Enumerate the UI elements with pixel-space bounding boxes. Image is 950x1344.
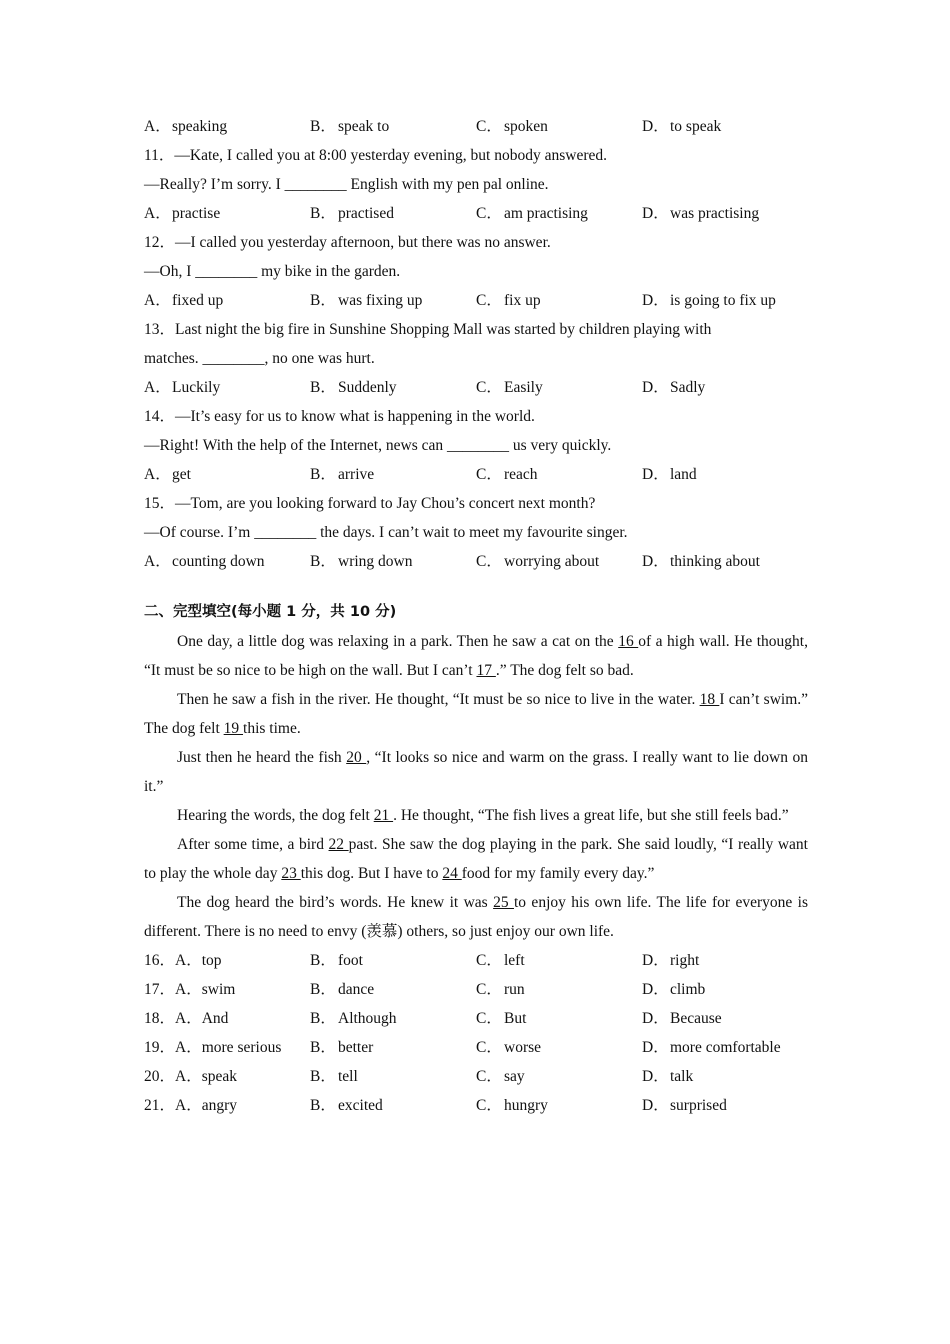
- blank-18: 18: [699, 691, 720, 708]
- passage-paragraph-6: The dog heard the bird’s words. He knew it was 25 to enjoy his own life. The life for everyone is different. There is no need to envy (羡慕) others, so just enjoy our own life.: [144, 894, 809, 940]
- q11-reply: —Really? I’m sorry. I ________ English with my pen pal online.: [144, 176, 549, 193]
- q15-reply: —Of course. I’m ________ the days. I can’t wait to meet my favourite singer.: [144, 524, 628, 541]
- q20-options: [144, 1062, 808, 1091]
- option-a: A．Luckily: [144, 379, 221, 396]
- passage-paragraph-2: Then he saw a fish in the river. He thought, “It must be so nice to live in the water. 18 I can’t swim.” The dog felt 19 this time.: [144, 691, 809, 737]
- passage-paragraph-5: After some time, a bird 22 past. She saw the dog playing in the park. She said loudly, “I really want to play the whole day 23 this dog. But I have to 24 food for my family every day.”: [144, 836, 808, 882]
- option-c: C． fix up: [476, 292, 541, 309]
- q12-reply: —Oh, I ________ my bike in the garden.: [144, 263, 401, 280]
- q13-stem: 13．Last night the big fire in Sunshine Shopping Mall was started by children playing with: [144, 321, 712, 338]
- option-d: D．was practising: [642, 205, 760, 222]
- option-a: A．fixed up: [144, 292, 224, 309]
- option-d: D．right: [642, 952, 700, 969]
- option-c: C． worse: [476, 1039, 542, 1056]
- q14-options: [144, 460, 808, 489]
- blank-25: 25: [493, 894, 514, 911]
- option-b: B． tell: [310, 1068, 358, 1085]
- blank-20: 20: [346, 749, 367, 766]
- option-b: B． practised: [310, 205, 394, 222]
- option-b: B． foot: [310, 952, 363, 969]
- option-d: D．climb: [642, 981, 706, 998]
- option-a: A．get: [144, 466, 191, 483]
- option-d: D．talk: [642, 1068, 694, 1085]
- option-c: C． spoken: [476, 118, 548, 135]
- blank-24: 24: [442, 865, 462, 882]
- option-c: C． worrying about: [476, 553, 600, 570]
- q10-options: [144, 112, 808, 141]
- option-b: B． arrive: [310, 466, 375, 483]
- option-c: C． say: [476, 1068, 525, 1085]
- q11-stem: 11．—Kate, I called you at 8:00 yesterday evening, but nobody answered.: [144, 147, 608, 164]
- q11-options: [144, 199, 808, 228]
- option-d: D．is going to fix up: [642, 292, 776, 309]
- option-b: B． Suddenly: [310, 379, 397, 396]
- q15-stem: 15．—Tom, are you looking forward to Jay Chou’s concert next month?: [144, 495, 596, 512]
- option-c: C． hungry: [476, 1097, 548, 1114]
- q12-options: [144, 286, 808, 315]
- option-b: B． speak to: [310, 118, 390, 135]
- option-c: C． left: [476, 952, 525, 969]
- option-b: B． Although: [310, 1010, 397, 1027]
- option-a: 16．A．top: [144, 952, 222, 969]
- q13-options: [144, 373, 808, 402]
- option-b: B． excited: [310, 1097, 383, 1114]
- option-a: A．practise: [144, 205, 221, 222]
- blank-22: 22: [328, 836, 349, 853]
- option-a: 19．A．more serious: [144, 1039, 282, 1056]
- option-b: B． was fixing up: [310, 292, 423, 309]
- option-d: D．Because: [642, 1010, 722, 1027]
- blank-19: 19: [223, 720, 244, 737]
- option-c: C． Easily: [476, 379, 543, 396]
- option-d: D．thinking about: [642, 553, 760, 570]
- q18-options: [144, 1004, 808, 1033]
- option-c: C． But: [476, 1010, 527, 1027]
- option-c: C． run: [476, 981, 525, 998]
- option-a: 21．A．angry: [144, 1097, 238, 1114]
- option-a: 20．A．speak: [144, 1068, 238, 1085]
- blank-16: 16: [618, 633, 639, 650]
- blank-21: 21: [373, 807, 394, 824]
- q13-stem-cont: matches. ________, no one was hurt.: [144, 350, 375, 367]
- option-d: D．more comfortable: [642, 1039, 781, 1056]
- option-d: D．Sadly: [642, 379, 706, 396]
- q15-options: [144, 547, 808, 576]
- option-d: D．land: [642, 466, 697, 483]
- blank-17: 17: [476, 662, 496, 679]
- option-d: D．to speak: [642, 118, 722, 135]
- option-b: B． dance: [310, 981, 375, 998]
- option-c: C． am practising: [476, 205, 588, 222]
- q17-options: [144, 975, 808, 1004]
- q21-options: [144, 1091, 808, 1120]
- q16-options: [144, 946, 808, 975]
- q14-stem: 14．—It’s easy for us to know what is happening in the world.: [144, 408, 535, 425]
- blank-23: 23: [281, 865, 301, 882]
- option-a: 18．A．And: [144, 1010, 229, 1027]
- option-a: A．speaking: [144, 118, 228, 135]
- option-d: D．surprised: [642, 1097, 727, 1114]
- section-heading: 二、完型填空(每小题 1 分，共 10 分): [144, 604, 397, 620]
- option-c: C． reach: [476, 466, 538, 483]
- exam-page: [144, 112, 808, 1120]
- option-b: B． wring down: [310, 553, 413, 570]
- passage-paragraph-3: Just then he heard the fish 20 , “It looks so nice and warm on the grass. I really want to lie down on it.”: [144, 749, 808, 795]
- q19-options: [144, 1033, 808, 1062]
- option-a: A．counting down: [144, 553, 265, 570]
- option-b: B． better: [310, 1039, 374, 1056]
- passage-paragraph-1: One day, a little dog was relaxing in a park. Then he saw a cat on the 16 of a high wall. He thought, “It must be so nice to be high on the wall. But I can’t 17 .” The dog felt so bad.: [144, 633, 808, 679]
- q12-stem: 12．—I called you yesterday afternoon, but there was no answer.: [144, 234, 551, 251]
- passage-paragraph-4: Hearing the words, the dog felt 21 . He thought, “The fish lives a great life, but she still feels bad.”: [177, 807, 789, 824]
- q14-reply: —Right! With the help of the Internet, news can ________ us very quickly.: [144, 437, 612, 454]
- option-a: 17．A．swim: [144, 981, 236, 998]
